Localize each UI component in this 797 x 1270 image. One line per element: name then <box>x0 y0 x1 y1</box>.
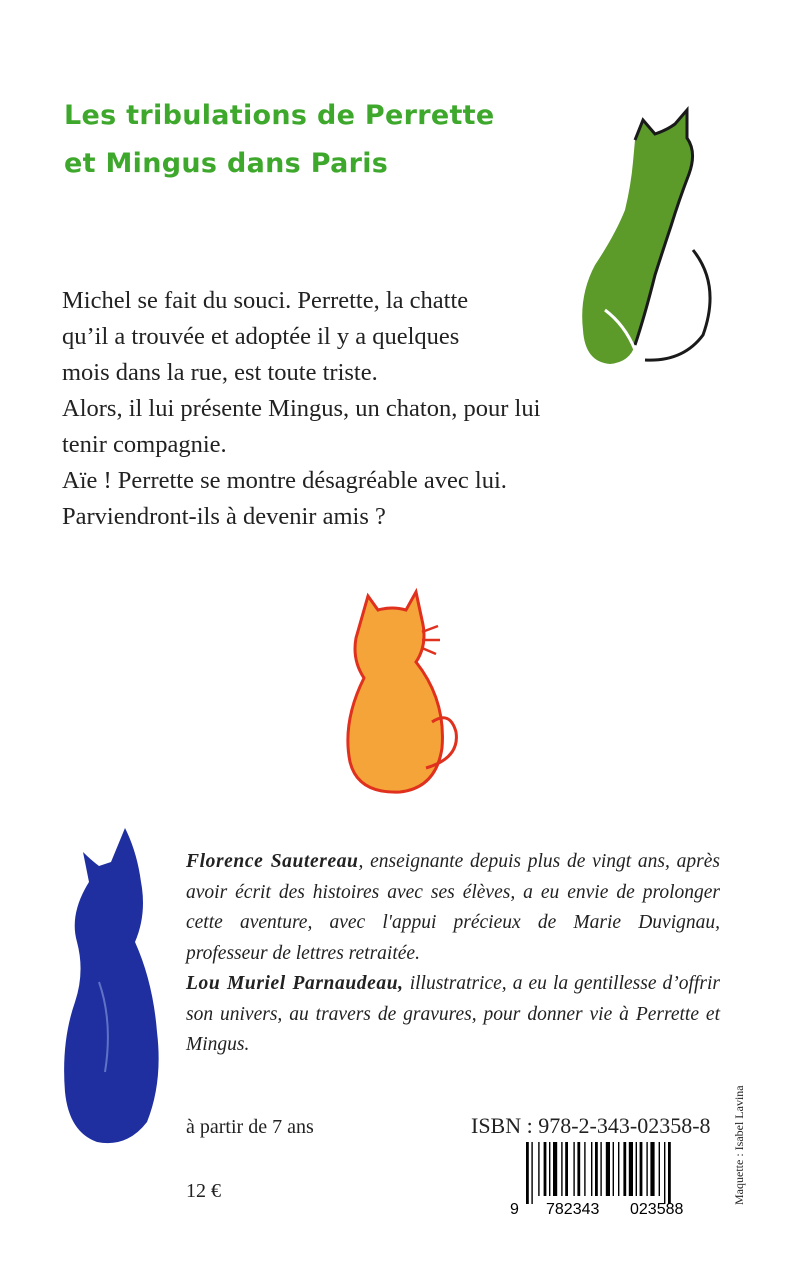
isbn: ISBN : 978-2-343-02358-8 <box>471 1113 711 1138</box>
title-line-2: et Mingus dans Paris <box>64 148 389 179</box>
barcode-group-2: 023588 <box>630 1201 684 1217</box>
author-text: , enseignante depuis plus de vingt ans, après avoir écrit des histoires avec ses élèves, a eu envie de prolonger cette aventure, avec l'appui précieux de Marie Duvignau, professeur de lettres retraitée. <box>186 851 720 964</box>
barcode-bar <box>526 1142 529 1204</box>
book-title <box>64 92 584 188</box>
title-line-1: Les tribulations de Perrette <box>64 100 495 131</box>
author-paragraph <box>186 847 720 969</box>
layout-credit: Maquette : Isabel Lavina <box>732 1085 746 1205</box>
barcode-bar <box>659 1142 660 1196</box>
barcode-bar <box>629 1142 633 1196</box>
blurb-line: Alors, il lui présente Mingus, un chaton, pour lui <box>62 395 541 422</box>
blurb-line: qu’il a trouvée et adoptée il y a quelques <box>62 323 460 350</box>
barcode-bar <box>650 1142 654 1196</box>
barcode-bar <box>668 1142 671 1204</box>
blurb-line: Aïe ! Perrette se montre désagréable avec lui. <box>62 467 507 494</box>
blurb-line: tenir compagnie. <box>62 431 227 458</box>
barcode-bar <box>553 1142 557 1196</box>
barcode <box>508 1142 720 1217</box>
barcode-bar <box>565 1142 568 1196</box>
barcode-bar <box>636 1142 637 1196</box>
barcode-bar <box>549 1142 550 1196</box>
illustrator-paragraph <box>186 969 720 1061</box>
blurb-line: mois dans la rue, est toute triste. <box>62 359 378 386</box>
barcode-bar <box>664 1142 665 1204</box>
blurb-line: Parviendront-ils à devenir amis ? <box>62 503 386 530</box>
author-bio <box>186 847 720 1061</box>
barcode-bar <box>600 1142 601 1196</box>
barcode-bar <box>606 1142 610 1196</box>
author-name: Florence Sautereau <box>186 851 359 872</box>
green-cat-illustration <box>575 100 725 370</box>
barcode-bar <box>531 1142 532 1204</box>
barcode-bar <box>538 1142 539 1196</box>
orange-cat-illustration <box>330 582 475 800</box>
barcode-bar <box>646 1142 647 1196</box>
barcode-group-1: 782343 <box>546 1201 600 1217</box>
barcode-bar <box>577 1142 580 1196</box>
back-cover-blurb <box>62 283 602 535</box>
blue-cat-illustration <box>55 822 185 1152</box>
illustrator-name: Lou Muriel Parnaudeau, <box>186 973 404 994</box>
barcode-bar <box>640 1142 643 1196</box>
barcode-first-digit: 9 <box>510 1201 519 1217</box>
barcode-bar <box>595 1142 598 1196</box>
barcode-bar <box>618 1142 619 1196</box>
barcode-bar <box>613 1142 614 1196</box>
barcode-bar <box>623 1142 626 1196</box>
barcode-bar <box>561 1142 562 1196</box>
barcode-bar <box>591 1142 592 1196</box>
blurb-line: Michel se fait du souci. Perrette, la chatte <box>62 287 469 314</box>
barcode-bar <box>573 1142 574 1196</box>
barcode-bar <box>544 1142 547 1196</box>
barcode-bar <box>584 1142 585 1196</box>
price: 12 € <box>186 1180 221 1202</box>
barcode-bars <box>526 1142 671 1204</box>
illustrator-text: illustratrice, a eu la gentillesse d’offrir son univers, au travers de gravures, pour donner vie à Perrette et Mingus. <box>186 973 720 1055</box>
age-range: à partir de 7 ans <box>186 1116 314 1138</box>
